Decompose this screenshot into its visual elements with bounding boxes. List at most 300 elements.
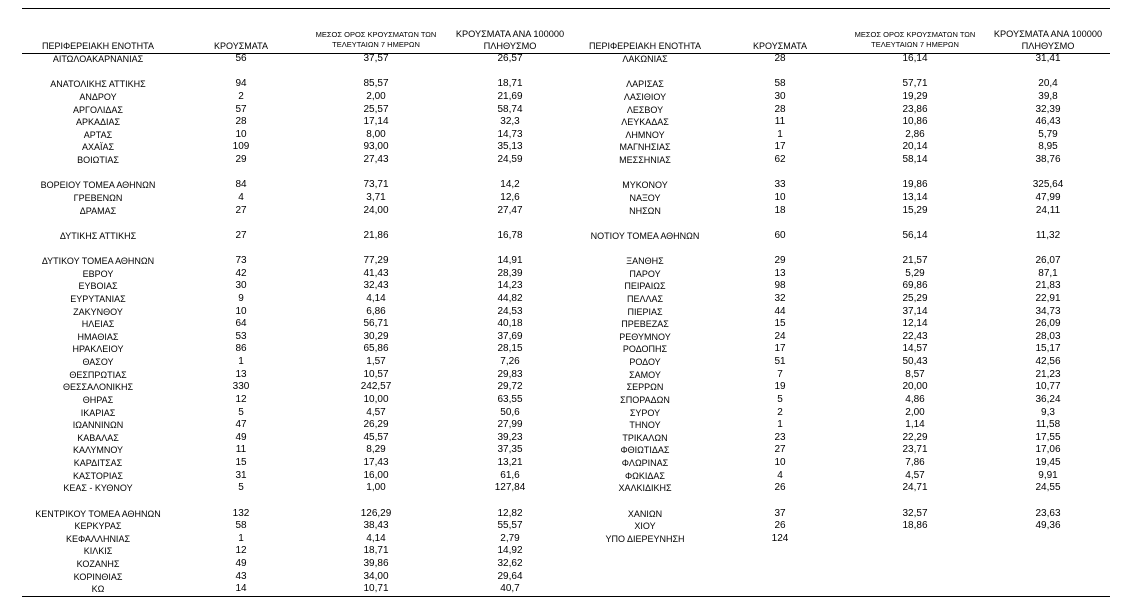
cell-per-100k: 7,26 bbox=[500, 356, 520, 367]
cell-region: ΚΑΡΔΙΤΣΑΣ bbox=[73, 458, 123, 468]
cell-per-100k: 21,23 bbox=[1035, 368, 1061, 380]
cell-avg-7d: 20,14 bbox=[902, 141, 928, 153]
cell-cases: 33 bbox=[774, 179, 786, 191]
table-row bbox=[576, 444, 1112, 457]
cell-avg-7d: 10,00 bbox=[363, 393, 389, 405]
table-row bbox=[22, 482, 576, 495]
table-row bbox=[576, 508, 1112, 521]
cell-avg-7d: 45,57 bbox=[363, 431, 389, 443]
cell-avg-7d: 1,57 bbox=[366, 356, 386, 367]
table-row bbox=[576, 91, 1112, 104]
table-row bbox=[22, 558, 576, 571]
table-row bbox=[22, 91, 576, 104]
cell-avg-7d: 23,86 bbox=[902, 103, 928, 115]
table-bottom-border bbox=[22, 596, 1110, 597]
cell-avg-7d: 34,00 bbox=[363, 570, 389, 582]
cell-avg-7d: 18,86 bbox=[902, 520, 928, 532]
cell-region: ΑΡΤΑΣ bbox=[83, 129, 113, 140]
cell-region: ΚΕΑΣ - ΚΥΘΝΟΥ bbox=[63, 483, 133, 494]
cell-cases: 53 bbox=[235, 330, 247, 342]
row-group bbox=[576, 179, 1112, 217]
cell-per-100k: 28,39 bbox=[497, 267, 523, 279]
cell-per-100k: 23,63 bbox=[1035, 507, 1061, 519]
cell-avg-7d: 39,86 bbox=[363, 558, 389, 569]
table-row bbox=[576, 116, 1112, 129]
cell-per-100k: 32,3 bbox=[500, 116, 520, 128]
cell-avg-7d: 85,57 bbox=[363, 78, 389, 90]
cell-cases: 17 bbox=[774, 343, 786, 355]
cell-region: ΙΩΑΝΝΙΝΩΝ bbox=[72, 420, 124, 431]
cell-region: ΑΡΚΑΔΙΑΣ bbox=[75, 117, 121, 128]
cell-region: ΒΟΡΕΙΟΥ ΤΟΜΕΑ ΑΘΗΝΩΝ bbox=[40, 180, 156, 191]
cell-avg-7d: 4,14 bbox=[366, 292, 386, 304]
table-row bbox=[22, 508, 576, 521]
table-row bbox=[22, 407, 576, 420]
cell-per-100k: 11,32 bbox=[1035, 229, 1061, 241]
cell-cases: 28 bbox=[774, 53, 786, 64]
cell-cases: 9 bbox=[238, 292, 244, 304]
row-group bbox=[22, 78, 576, 166]
cell-avg-7d: 4,57 bbox=[905, 469, 925, 481]
cell-per-100k: 29,83 bbox=[497, 368, 523, 380]
cell-avg-7d bbox=[846, 533, 984, 546]
cell-region: ΦΩΚΙΔΑΣ bbox=[625, 470, 665, 481]
cell-per-100k: 24,11 bbox=[1035, 204, 1061, 216]
cell-region: ΘΗΡΑΣ bbox=[82, 394, 114, 405]
cell-avg-7d: 16,00 bbox=[363, 469, 389, 481]
cell-avg-7d: 22,43 bbox=[902, 330, 928, 342]
table-row bbox=[22, 154, 576, 167]
cell-region: ΔΥΤΙΚΗΣ ΑΤΤΙΚΗΣ bbox=[59, 230, 137, 241]
row-group bbox=[22, 179, 576, 217]
cell-cases: 11 bbox=[235, 444, 247, 456]
table-row bbox=[22, 141, 576, 154]
cell-cases: 10 bbox=[235, 305, 247, 317]
table-body bbox=[576, 53, 1112, 545]
cell-cases: 28 bbox=[235, 116, 247, 128]
cell-per-100k: 15,17 bbox=[1035, 343, 1061, 355]
cell-avg-7d: 38,43 bbox=[363, 520, 389, 532]
cell-per-100k: 34,73 bbox=[1035, 305, 1061, 317]
table-row bbox=[22, 381, 576, 394]
cell-avg-7d: 17,14 bbox=[363, 116, 389, 128]
cell-region: ΧΑΝΙΩΝ bbox=[627, 508, 663, 519]
cell-cases: 62 bbox=[774, 154, 786, 165]
cell-avg-7d: 30,29 bbox=[363, 330, 389, 342]
cell-per-100k: 37,35 bbox=[497, 444, 523, 456]
cell-region: ΠΡΕΒΕΖΑΣ bbox=[621, 319, 669, 330]
cell-cases: 13 bbox=[235, 368, 247, 380]
table-row bbox=[576, 331, 1112, 344]
cell-cases: 1 bbox=[777, 419, 783, 431]
cell-cases: 11 bbox=[774, 116, 786, 128]
cell-region: ΔΡΑΜΑΣ bbox=[79, 205, 117, 216]
table-row bbox=[22, 318, 576, 331]
table-row bbox=[22, 306, 576, 319]
cell-per-100k: 46,43 bbox=[1035, 116, 1061, 128]
cell-avg-7d: 8,29 bbox=[366, 444, 386, 456]
table-row bbox=[22, 255, 576, 268]
cell-cases: 30 bbox=[774, 90, 786, 102]
cell-avg-7d: 12,14 bbox=[902, 318, 928, 330]
cell-per-100k: 20,4 bbox=[1038, 78, 1058, 90]
table-header-row bbox=[576, 9, 1112, 53]
cell-cases: 84 bbox=[235, 179, 247, 191]
cell-cases: 27 bbox=[774, 444, 786, 456]
cell-cases: 29 bbox=[774, 255, 786, 266]
table-row bbox=[576, 407, 1112, 420]
cell-avg-7d: 65,86 bbox=[363, 343, 389, 355]
cell-per-100k: 325,64 bbox=[1032, 179, 1064, 191]
cell-cases: 12 bbox=[235, 545, 247, 557]
cell-per-100k: 27,47 bbox=[497, 204, 523, 216]
table-row bbox=[22, 280, 576, 293]
cell-cases: 10 bbox=[235, 128, 247, 140]
cell-avg-7d: 41,43 bbox=[363, 267, 389, 279]
cell-avg-7d: 126,29 bbox=[360, 507, 392, 519]
table-row bbox=[22, 179, 576, 192]
table-row bbox=[576, 293, 1112, 306]
row-group bbox=[22, 53, 576, 66]
column-header-cases: ΚΡΟΥΣΜΑΤΑ bbox=[753, 41, 807, 52]
cell-region: ΚΑΒΑΛΑΣ bbox=[77, 432, 119, 443]
cell-cases: 64 bbox=[235, 318, 247, 330]
cell-avg-7d: 14,57 bbox=[902, 343, 928, 355]
cell-per-100k: 21,83 bbox=[1035, 280, 1061, 292]
cell-avg-7d: 19,29 bbox=[902, 90, 928, 102]
table-body bbox=[22, 53, 576, 596]
cell-avg-7d: 1,00 bbox=[366, 482, 386, 494]
table-row bbox=[22, 78, 576, 91]
cell-avg-7d: 32,57 bbox=[902, 507, 928, 519]
row-group bbox=[576, 53, 1112, 66]
cell-cases: 2 bbox=[238, 90, 244, 102]
cell-cases: 28 bbox=[774, 103, 786, 115]
cell-cases: 17 bbox=[774, 141, 786, 153]
cell-region: ΑΙΤΩΛΟΑΚΑΡΝΑΝΙΑΣ bbox=[52, 54, 144, 64]
cell-region: ΚΟΡΙΝΘΙΑΣ bbox=[73, 571, 123, 582]
table-row bbox=[576, 343, 1112, 356]
cell-region: ΦΘΙΩΤΙΔΑΣ bbox=[620, 445, 670, 456]
cell-cases: 2 bbox=[777, 406, 783, 418]
cell-cases: 27 bbox=[235, 204, 247, 216]
cell-per-100k: 27,99 bbox=[497, 419, 523, 431]
table-row bbox=[576, 520, 1112, 533]
table-row bbox=[576, 457, 1112, 470]
table-row bbox=[576, 192, 1112, 205]
cell-avg-7d: 24,00 bbox=[363, 204, 389, 216]
cell-avg-7d: 22,29 bbox=[902, 431, 928, 443]
table-row bbox=[22, 205, 576, 218]
cell-per-100k: 17,55 bbox=[1035, 431, 1061, 443]
cell-region: ΗΡΑΚΛΕΙΟΥ bbox=[72, 344, 124, 355]
cell-per-100k: 32,62 bbox=[497, 558, 523, 569]
cell-avg-7d: 16,14 bbox=[902, 53, 928, 64]
cell-cases: 94 bbox=[235, 78, 247, 90]
cell-per-100k: 127,84 bbox=[494, 482, 526, 494]
cell-cases: 7 bbox=[777, 368, 783, 380]
column-header-per-100k: ΚΡΟΥΣΜΑΤΑ ΑΝΑ 100000 ΠΛΗΘΥΣΜΟ bbox=[455, 29, 565, 51]
cell-avg-7d: 24,71 bbox=[902, 482, 928, 494]
cell-cases: 1 bbox=[238, 532, 244, 544]
cell-avg-7d: 26,29 bbox=[363, 419, 389, 431]
cell-avg-7d: 6,86 bbox=[366, 305, 386, 317]
cell-cases: 47 bbox=[235, 419, 247, 431]
cell-region: ΛΕΥΚΑΔΑΣ bbox=[621, 117, 669, 128]
table-row bbox=[576, 318, 1112, 331]
cell-per-100k: 13,21 bbox=[497, 457, 523, 468]
table-row bbox=[576, 179, 1112, 192]
cell-region: ΗΜΑΘΙΑΣ bbox=[77, 331, 119, 342]
cell-cases: 57 bbox=[235, 103, 247, 115]
cell-per-100k: 29,72 bbox=[497, 381, 523, 393]
table-row bbox=[22, 343, 576, 356]
regions-table-left bbox=[22, 9, 576, 596]
cell-region: ΘΕΣΠΡΩΤΙΑΣ bbox=[69, 369, 127, 380]
cell-region: ΘΕΣΣΑΛΟΝΙΚΗΣ bbox=[62, 382, 134, 393]
cell-avg-7d: 93,00 bbox=[363, 141, 389, 153]
cell-per-100k: 61,6 bbox=[500, 469, 520, 481]
table-row bbox=[22, 369, 576, 382]
cell-per-100k: 87,1 bbox=[1038, 267, 1058, 279]
regions-table-right bbox=[576, 9, 1112, 545]
table-row bbox=[22, 116, 576, 129]
cell-per-100k: 40,18 bbox=[497, 318, 523, 330]
cell-cases: 58 bbox=[235, 520, 247, 532]
cell-cases: 109 bbox=[232, 141, 250, 153]
table-row bbox=[576, 419, 1112, 432]
cell-region: ΝΗΣΩΝ bbox=[629, 205, 661, 216]
cell-cases: 26 bbox=[774, 520, 786, 532]
cell-avg-7d: 23,71 bbox=[902, 444, 928, 456]
cell-per-100k: 39,23 bbox=[497, 431, 523, 443]
cell-avg-7d: 7,86 bbox=[905, 457, 925, 468]
cell-cases: 26 bbox=[774, 482, 786, 494]
cell-per-100k: 24,55 bbox=[1035, 482, 1061, 494]
cell-region: ΛΑΚΩΝΙΑΣ bbox=[622, 54, 668, 64]
cell-avg-7d: 69,86 bbox=[902, 280, 928, 292]
cell-per-100k: 14,2 bbox=[500, 179, 520, 191]
cell-region: ΧΙΟΥ bbox=[634, 521, 656, 532]
cell-region: ΧΑΛΚΙΔΙΚΗΣ bbox=[618, 483, 672, 494]
table-row bbox=[22, 444, 576, 457]
column-header-avg-7d: ΜΕΣΟΣ ΟΡΟΣ ΚΡΟΥΣΜΑΤΩΝ ΤΩΝ ΤΕΛΕΥΤΑΙΩΝ 7 ΗΜΕΡΩΝ bbox=[315, 30, 437, 49]
cell-avg-7d: 4,57 bbox=[366, 406, 386, 418]
cell-cases: 4 bbox=[238, 191, 244, 203]
table-row bbox=[576, 356, 1112, 369]
cell-per-100k: 9,91 bbox=[1038, 469, 1058, 481]
cell-region: ΣΠΟΡΑΔΩΝ bbox=[620, 394, 670, 405]
cell-avg-7d: 2,00 bbox=[366, 90, 386, 102]
row-group bbox=[576, 78, 1112, 166]
cell-per-100k: 28,15 bbox=[497, 343, 523, 355]
cell-cases: 30 bbox=[235, 280, 247, 292]
cell-per-100k: 32,39 bbox=[1035, 103, 1061, 115]
cell-per-100k: 21,69 bbox=[497, 90, 523, 102]
cell-region: ΛΕΣΒΟΥ bbox=[626, 104, 664, 115]
cell-region: ΑΝΑΤΟΛΙΚΗΣ ΑΤΤΙΚΗΣ bbox=[50, 79, 146, 90]
cell-avg-7d: 25,29 bbox=[902, 292, 928, 304]
cell-cases: 60 bbox=[774, 229, 786, 241]
cell-cases: 37 bbox=[774, 507, 786, 519]
cell-avg-7d: 4,86 bbox=[905, 393, 925, 405]
cell-cases: 4 bbox=[777, 469, 783, 481]
cell-cases: 13 bbox=[774, 267, 786, 279]
cell-avg-7d: 2,00 bbox=[905, 406, 925, 418]
cell-region: ΕΥΡΥΤΑΝΙΑΣ bbox=[70, 293, 126, 304]
cell-per-100k: 12,6 bbox=[500, 191, 520, 203]
cell-per-100k: 24,59 bbox=[497, 154, 523, 165]
cell-avg-7d: 5,29 bbox=[905, 267, 925, 279]
cell-region: ΦΛΩΡΙΝΑΣ bbox=[621, 458, 669, 468]
cell-region: ΛΑΣΙΘΙΟΥ bbox=[623, 91, 667, 102]
cell-region: ΚΙΛΚΙΣ bbox=[83, 546, 113, 557]
cell-cases: 32 bbox=[774, 292, 786, 304]
cell-cases: 18 bbox=[774, 204, 786, 216]
cell-cases: 86 bbox=[235, 343, 247, 355]
cell-region: ΜΥΚΟΝΟΥ bbox=[622, 180, 668, 191]
cell-region: ΛΗΜΝΟΥ bbox=[625, 129, 665, 140]
cell-per-100k: 17,06 bbox=[1035, 444, 1061, 456]
cell-region: ΝΑΞΟΥ bbox=[629, 192, 661, 203]
cell-per-100k: 14,92 bbox=[497, 545, 523, 557]
cell-cases: 49 bbox=[235, 558, 247, 569]
cell-per-100k: 29,64 bbox=[497, 570, 523, 582]
table-row bbox=[22, 268, 576, 281]
cell-region: ΡΟΔΟΠΗΣ bbox=[622, 344, 668, 355]
cell-per-100k: 39,8 bbox=[1038, 90, 1058, 102]
cell-per-100k: 16,78 bbox=[497, 229, 523, 241]
cell-avg-7d: 8,57 bbox=[905, 368, 925, 380]
table-row bbox=[22, 419, 576, 432]
cell-avg-7d: 10,71 bbox=[363, 583, 389, 595]
cell-region: ΜΑΓΝΗΣΙΑΣ bbox=[619, 142, 671, 153]
cell-avg-7d: 58,14 bbox=[902, 154, 928, 165]
table-row bbox=[576, 53, 1112, 66]
cell-region: ΜΕΣΣΗΝΙΑΣ bbox=[619, 155, 671, 165]
table-row bbox=[576, 129, 1112, 142]
cell-per-100k: 14,73 bbox=[497, 128, 523, 140]
cell-avg-7d: 242,57 bbox=[360, 381, 392, 393]
cell-region: ΚΑΛΥΜΝΟΥ bbox=[72, 445, 124, 456]
cell-region: ΥΠΟ ΔΙΕΡΕΥΝΗΣΗ bbox=[605, 533, 685, 544]
cell-per-100k: 12,82 bbox=[497, 507, 523, 519]
table-row bbox=[22, 571, 576, 584]
cell-cases: 29 bbox=[235, 154, 247, 165]
cell-avg-7d: 37,14 bbox=[902, 305, 928, 317]
table-row bbox=[576, 306, 1112, 319]
cell-region: ΖΑΚΥΝΘΟΥ bbox=[73, 306, 123, 317]
table-row bbox=[22, 230, 576, 243]
cell-region: ΕΒΡΟΥ bbox=[82, 268, 114, 279]
table-row bbox=[576, 78, 1112, 91]
cell-per-100k: 22,91 bbox=[1035, 292, 1061, 304]
table-row bbox=[576, 141, 1112, 154]
cell-region: ΓΡΕΒΕΝΩΝ bbox=[73, 192, 123, 203]
cell-avg-7d: 73,71 bbox=[363, 179, 389, 191]
cell-per-100k: 31,41 bbox=[1035, 53, 1061, 64]
table-row bbox=[576, 381, 1112, 394]
cell-avg-7d: 32,43 bbox=[363, 280, 389, 292]
cell-avg-7d: 77,29 bbox=[363, 255, 389, 266]
table-row bbox=[576, 533, 1112, 546]
cell-region: ΠΑΡΟΥ bbox=[629, 268, 661, 279]
table-row bbox=[22, 53, 576, 66]
cell-region: ΔΥΤΙΚΟΥ ΤΟΜΕΑ ΑΘΗΝΩΝ bbox=[41, 256, 155, 266]
row-group bbox=[22, 230, 576, 243]
cell-cases: 1 bbox=[238, 356, 244, 367]
cell-avg-7d: 21,86 bbox=[363, 229, 389, 241]
cell-region: ΠΕΙΡΑΙΩΣ bbox=[624, 281, 666, 292]
cell-cases: 23 bbox=[774, 431, 786, 443]
cell-region: ΣΑΜΟΥ bbox=[629, 369, 661, 380]
table-row bbox=[576, 268, 1112, 281]
cell-avg-7d: 8,00 bbox=[366, 128, 386, 140]
cell-per-100k: 28,03 bbox=[1035, 330, 1061, 342]
cell-cases: 10 bbox=[774, 457, 786, 468]
cell-avg-7d: 50,43 bbox=[902, 356, 928, 367]
cell-avg-7d: 13,14 bbox=[902, 191, 928, 203]
cell-region: ΗΛΕΙΑΣ bbox=[81, 319, 115, 330]
table-row bbox=[22, 470, 576, 483]
cell-region: ΒΟΙΩΤΙΑΣ bbox=[77, 155, 119, 165]
cell-region: ΑΝΔΡΟΥ bbox=[79, 91, 117, 102]
cell-cases: 19 bbox=[774, 381, 786, 393]
cell-per-100k: 63,55 bbox=[497, 393, 523, 405]
cell-per-100k: 10,77 bbox=[1035, 381, 1061, 393]
table-row bbox=[22, 192, 576, 205]
cell-region: ΚΕΡΚΥΡΑΣ bbox=[74, 521, 122, 532]
cell-per-100k: 26,09 bbox=[1035, 318, 1061, 330]
cell-per-100k: 50,6 bbox=[500, 406, 520, 418]
cell-cases: 98 bbox=[774, 280, 786, 292]
cell-avg-7d: 10,86 bbox=[902, 116, 928, 128]
table-row bbox=[22, 104, 576, 117]
cell-cases: 49 bbox=[235, 431, 247, 443]
row-group bbox=[576, 230, 1112, 243]
cell-per-100k: 26,57 bbox=[497, 53, 523, 64]
cell-per-100k: 40,7 bbox=[500, 583, 520, 595]
cell-cases: 132 bbox=[232, 507, 250, 519]
cell-region: ΤΗΝΟΥ bbox=[629, 420, 661, 431]
cell-region: ΚΕΝΤΡΙΚΟΥ ΤΟΜΕΑ ΑΘΗΝΩΝ bbox=[35, 508, 161, 519]
cell-region: ΚΕΦΑΛΛΗΝΙΑΣ bbox=[65, 533, 131, 544]
cell-per-100k: 2,79 bbox=[500, 532, 520, 544]
cell-per-100k: 49,36 bbox=[1035, 520, 1061, 532]
cell-cases: 73 bbox=[235, 255, 247, 266]
cell-avg-7d: 37,57 bbox=[363, 53, 389, 64]
cell-cases: 5 bbox=[238, 482, 244, 494]
cell-avg-7d: 56,14 bbox=[902, 229, 928, 241]
cell-per-100k: 8,95 bbox=[1038, 141, 1058, 153]
cell-per-100k: 11,58 bbox=[1035, 419, 1061, 431]
cell-region: ΙΚΑΡΙΑΣ bbox=[80, 407, 116, 418]
table-row bbox=[22, 356, 576, 369]
column-header-region: ΠΕΡΙΦΕΡΕΙΑΚΗ ΕΝΟΤΗΤΑ bbox=[41, 41, 155, 52]
row-group bbox=[22, 255, 576, 495]
cell-per-100k: 58,74 bbox=[497, 103, 523, 115]
table-row bbox=[22, 583, 576, 596]
cell-per-100k: 47,99 bbox=[1035, 191, 1061, 203]
cell-region: ΛΑΡΙΣΑΣ bbox=[626, 79, 664, 90]
cell-cases: 56 bbox=[235, 53, 247, 64]
cell-region: ΡΟΔΟΥ bbox=[629, 357, 661, 367]
cell-per-100k: 14,91 bbox=[497, 255, 523, 266]
cell-cases: 27 bbox=[235, 229, 247, 241]
table-row bbox=[22, 394, 576, 407]
table-row bbox=[576, 482, 1112, 495]
cell-per-100k: 24,53 bbox=[497, 305, 523, 317]
